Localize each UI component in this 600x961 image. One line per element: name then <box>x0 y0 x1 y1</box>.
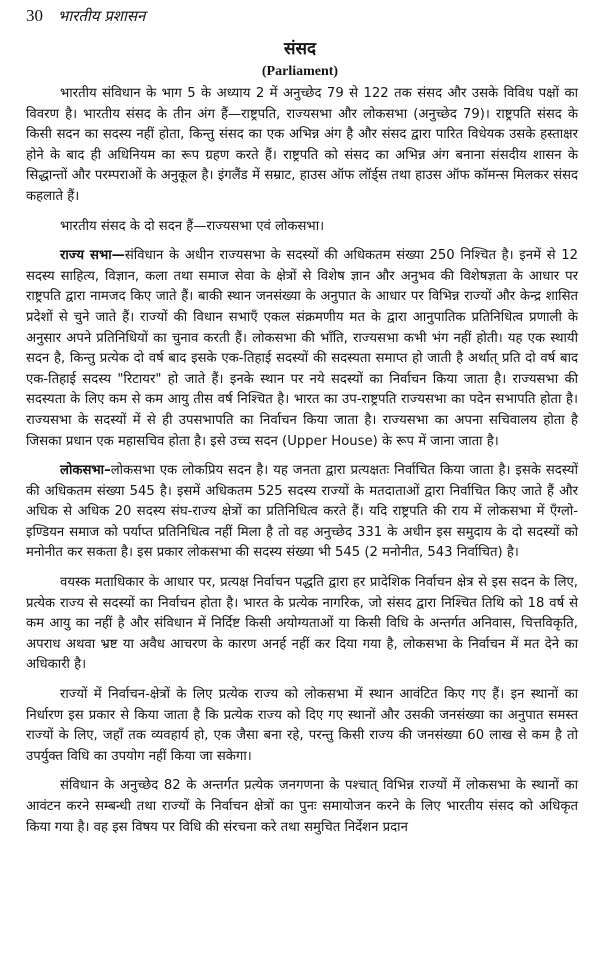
paragraph-text: संविधान के अधीन राज्यसभा के सदस्यों की अधिकतम संख्या 250 निश्चित है। इनमें से 12 सदस्य साहित्य, विज्ञान, कला तथा समाज सेवा के क्षेत्रों से विशेष ज्ञान और अनुभव की विशेषज्ञता के आधार पर राष्ट्रपति द्वारा नामजद किए जाते हैं। बाकी स्थान जनसंख्या के अनुपात के आधार पर विभिन्न राज्यों और केन्द्र शासित प्रदेशों से चुने जाते हैं। राज्यों की विधान सभाएँ एकल संक्रमणीय मत के द्वारा आनुपातिक प्रतिनिधित्व प्रणाली के अनुसार अपने प्रतिनिधियों का चुनाव करती हैं। लोकसभा की भाँति, राज्यसभा कभी भंग नहीं होती। यह एक स्थायी सदन है, किन्तु प्रत्येक दो वर्ष बाद इसके एक-तिहाई सदस्यों की सदस्यता समाप्त हो जाती है अर्थात् प्रति दो वर्ष बाद एक-तिहाई सदस्य "रिटायर" हो जाते हैं। इनके स्थान पर नये सदस्यों का निर्वाचन किया जाता है। राज्यसभा की सदस्यता के लिए कम से कम आयु तीस वर्ष निश्चित है। भारत का उप-राष्ट्रपति राज्यसभा का पदेन सभापति होता है। राज्यसभा के सदस्यों में से ही उपसभापति का निर्वाचन किया जाता है। राज्यसभा का अपना सचिवालय होता है जिसका प्रधान एक महासचिव होता है। इसे उच्च सदन (Upper House) के रूप में जाना जाता है। <box>26 248 578 449</box>
paragraph-text: संविधान के अनुच्छेद 82 के अन्तर्गत प्रत्येक जनगणना के पश्चात् विभिन्न राज्यों में लोकसभा के स्थानों का आवंटन करने सम्बन्धी तथा राज्यों के निर्वाचन क्षेत्रों का पुनः समायोजन करने के लिए भारतीय संसद को अधिकृत किया गया है। वह इस विषय पर विधि की संरचना करे तथा समुचित निर्देशन प्रदान <box>26 778 578 835</box>
section-title: संसद <box>283 39 316 59</box>
paragraph-7 <box>26 776 578 838</box>
body-text <box>26 84 578 847</box>
paragraph-text: वयस्क मताधिकार के आधार पर, प्रत्यक्ष निर्वाचन पद्धति द्वारा हर प्रादेशिक निर्वाचन क्षेत्र से इस सदन के लिए, प्रत्येक राज्य से सदस्यों का निर्वाचन होता है। भारत के प्रत्येक नागरिक, जो संसद द्वारा निश्चित तिथि को 18 वर्ष से कम आयु का नहीं है और संविधान में निर्दिष्ट किसी अयोग्यताओं या किसी विधि के अन्तर्गत अनिवास, चित्तविकृति, अपराध अथवा भ्रष्ट या अवैध आचरण के कारण अनर्ह नहीं कर दिया गया है, लोकसभा के निर्वाचन में मत देने का अधिकारी है। <box>26 575 578 673</box>
paragraph-text: राज्यों में निर्वाचन-क्षेत्रों के लिए प्रत्येक राज्य को लोकसभा में स्थान आवंटित किए गए हैं। इन स्थानों का निर्धारण इस प्रकार से किया जाता है कि प्रत्येक राज्य को दिए गए स्थानों और उसकी जनसंख्या का अनुपात समस्त राज्यों के लिए, जहाँ तक व्यवहार्य हो, एक जैसा बना रहे, परन्तु किसी राज्य की जनसंख्या 60 लाख से कम है तो उपर्युक्त विधि का उपयोग नहीं किया जा सकेगा। <box>26 687 578 764</box>
section-subtitle: (Parliament) <box>261 64 339 79</box>
paragraph-term: लोकसभा– <box>60 463 111 479</box>
paragraph-1 <box>26 84 578 208</box>
paragraph-6 <box>26 685 578 767</box>
page-number: 30 <box>26 6 43 25</box>
paragraph-text: लोकसभा एक लोकप्रिय सदन है। यह जनता द्वारा प्रत्यक्षतः निर्वाचित किया जाता है। इसके सदस्यों की अधिकतम संख्या 545 है। इसमें अधिकतम 525 सदस्य राज्यों के मतदाताओं द्वारा निर्वाचित किए जाते हैं और अधिक से अधिक 20 सदस्य संघ-राज्य क्षेत्रों का प्रतिनिधित्व करते हैं। यदि राष्ट्रपति की राय में लोकसभा में एँग्लो-इण्डियन समाज को पर्याप्त प्रतिनिधित्व नहीं मिला है तो वह अनुच्छेद 331 के अधीन इस समुदाय के दो सदस्यों को मनोनीत कर सकता है। इस प्रकार लोकसभा की सदस्य संख्या भी 545 (2 मनोनीत, 543 निर्वाचित) है। <box>26 463 578 561</box>
paragraph-text: भारतीय संसद के दो सदन हैं—राज्यसभा एवं लोकसभा। <box>60 218 325 234</box>
paragraph-term: राज्य सभा— <box>60 248 125 264</box>
running-header <box>26 6 145 26</box>
paragraph-2 <box>26 217 578 238</box>
paragraph-lok-sabha <box>26 461 578 564</box>
running-title: भारतीय प्रशासन <box>57 7 146 25</box>
paragraph-rajya-sabha <box>26 246 578 452</box>
paragraph-text: भारतीय संविधान के भाग 5 के अध्याय 2 में अनुच्छेद 79 से 122 तक संसद और उसके विविध पक्षों का विवरण है। भारतीय संसद के तीन अंग हैं—राष्ट्रपति, राज्यसभा और लोकसभा (अनुच्छेद 79)। राष्ट्रपति संसद के किसी सदन का सदस्य नहीं होता, किन्तु संसद का एक अभिन्न अंग है और संसद द्वारा पारित विधेयक उसके हस्ताक्षर होने के बाद ही अधिनियम का रूप ग्रहण करते हैं। राष्ट्रपति को संसद का अभिन्न अंग बनाना संसदीय शासन के सिद्धान्तों और परम्पराओं के अनुकूल है। इंगलैंड में सम्राट, हाउस ऑफ लॉर्ड्स तथा हाउस ऑफ कॉमन्स मिलकर संसद कहलाते हैं। <box>26 86 578 204</box>
paragraph-5 <box>26 573 578 676</box>
